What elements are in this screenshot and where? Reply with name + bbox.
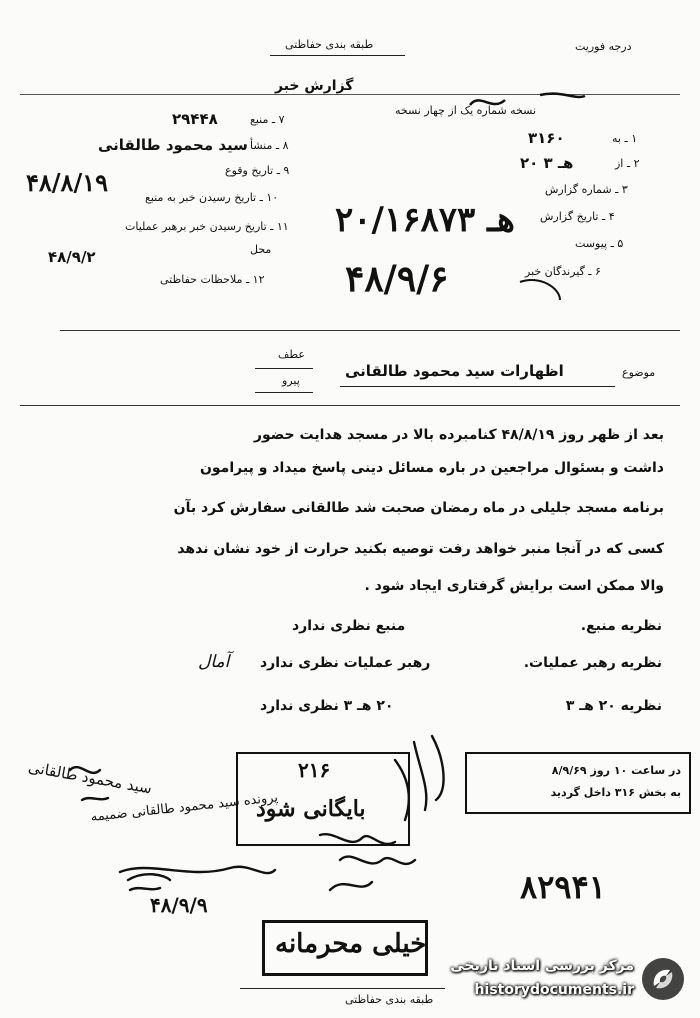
ref-bottom-label: پیرو — [282, 374, 300, 387]
field-2-value: ۲۰ هـ ۳ — [520, 154, 574, 172]
field-8-value: سید محمود طالقانی — [98, 136, 248, 154]
confidential-text: خیلی محرمانه — [275, 929, 427, 959]
hand-note-1: سید محمود طالقانی — [26, 758, 154, 798]
field-11-label: ۱۱ ـ تاریخ رسیدن خبر برهبر عملیات — [125, 220, 289, 233]
classification-top: طبقه بندی حفاظتی — [285, 38, 374, 51]
field-4-value: ۲۰/۱۶۸۷۳ هـ — [335, 200, 515, 240]
field-3-label: ۳ ـ شماره گزارش — [545, 183, 628, 196]
hand-date: ۴۸/۹/۹ — [150, 893, 208, 917]
body-line-1: بعد از ظهر روز ۴۸/۸/۱۹ کنامبرده بالا در مسجد هدایت حضور — [253, 427, 664, 443]
body-line-4: کسی که در آنجا منبر خواهد رفت توصیه بکنید حرارت از خود نشان ندهد — [177, 541, 664, 557]
body-line-2: داشت و بسئوال مراجعین در باره مسائل دینی پاسخ میداد و پیرامون — [199, 460, 664, 476]
body-line-5: والا ممکن است برایش گرفتاری ایجاد شود . — [364, 578, 664, 594]
receipt-line-2: به بخش ۳۱۶ داخل گردید — [550, 786, 681, 799]
opinion-operator-note: آمال — [198, 652, 230, 672]
opinion-unit-label: نظریه ۲۰ هـ ۳ — [565, 698, 662, 714]
body-line-3: برنامه مسجد جلیلی در ماه رمضان صحبت شد طالقانی سفارش کرد بآن — [173, 500, 664, 516]
copy-line: نسخه شماره یک از چهار نسخه — [395, 104, 537, 117]
field-1-label: ۱ ـ به — [612, 132, 638, 145]
watermark-url: historydocuments.ir — [474, 982, 634, 998]
opinion-source-label: نظریه منبع. — [580, 618, 662, 634]
archive-number: ۲۱۶ — [298, 758, 331, 782]
priority-label: درجه فوریت — [575, 40, 632, 53]
field-7-value: ۲۹۴۴۸ — [172, 110, 218, 128]
classification-bottom: طبقه بندی حفاظتی — [345, 993, 434, 1006]
report-title: گزارش خبر — [275, 78, 354, 94]
field-6-label: ۶ ـ گیرندگان خبر — [525, 265, 601, 278]
opinion-unit-value: ۲۰ هـ ۳ نظری ندارد — [260, 698, 394, 714]
archive-text: بایگانی شود — [256, 796, 366, 822]
hand-note-2: پرونده سید محمود طالقانی ضمیمه — [90, 790, 279, 825]
field-9-label: ۹ ـ تاریخ وقوع — [225, 164, 290, 177]
field-8-label: ۸ ـ منشأ — [250, 139, 289, 152]
confidential-stamp — [262, 920, 428, 976]
ref-top-label: عطف — [278, 348, 305, 361]
field-7-label: ۷ ـ منبع — [250, 113, 285, 126]
field-2-label: ۲ ـ از — [615, 157, 640, 170]
field-5-label: ۵ ـ پیوست — [575, 237, 624, 250]
file-number: ۸۲۹۴۱ — [520, 868, 606, 906]
subject-value: اظهارات سید محمود طالقانی — [345, 362, 564, 380]
field-1-value: ۳۱۶۰ — [528, 129, 565, 147]
field-4-label: ۴ ـ تاریخ گزارش — [540, 210, 615, 223]
watermark-logo-icon — [640, 956, 686, 1002]
field-12-label: ۱۲ ـ ملاحظات حفاظتی — [160, 273, 265, 286]
receipt-line-1: در ساعت ۱۰ روز ۸/۹/۶۹ — [551, 764, 681, 777]
field-place-value: ۴۸/۹/۲ — [48, 248, 96, 266]
field-6-value: ۴۸/۹/۶ — [345, 258, 449, 300]
field-9-value: ۴۸/۸/۱۹ — [26, 168, 108, 197]
watermark-title: مرکز بررسی اسناد تاریخی — [450, 958, 634, 974]
opinion-source-value: منبع نظری ندارد — [292, 618, 406, 634]
field-10-label: ۱۰ ـ تاریخ رسیدن خبر به منبع — [145, 191, 279, 204]
subject-label: موضوع — [622, 366, 656, 379]
opinion-operator-label: نظریه رهبر عملیات. — [523, 655, 662, 671]
watermark — [432, 952, 690, 1010]
opinion-operator-value: رهبر عملیات نظری ندارد — [260, 655, 431, 671]
field-place-label: محل — [250, 243, 272, 256]
